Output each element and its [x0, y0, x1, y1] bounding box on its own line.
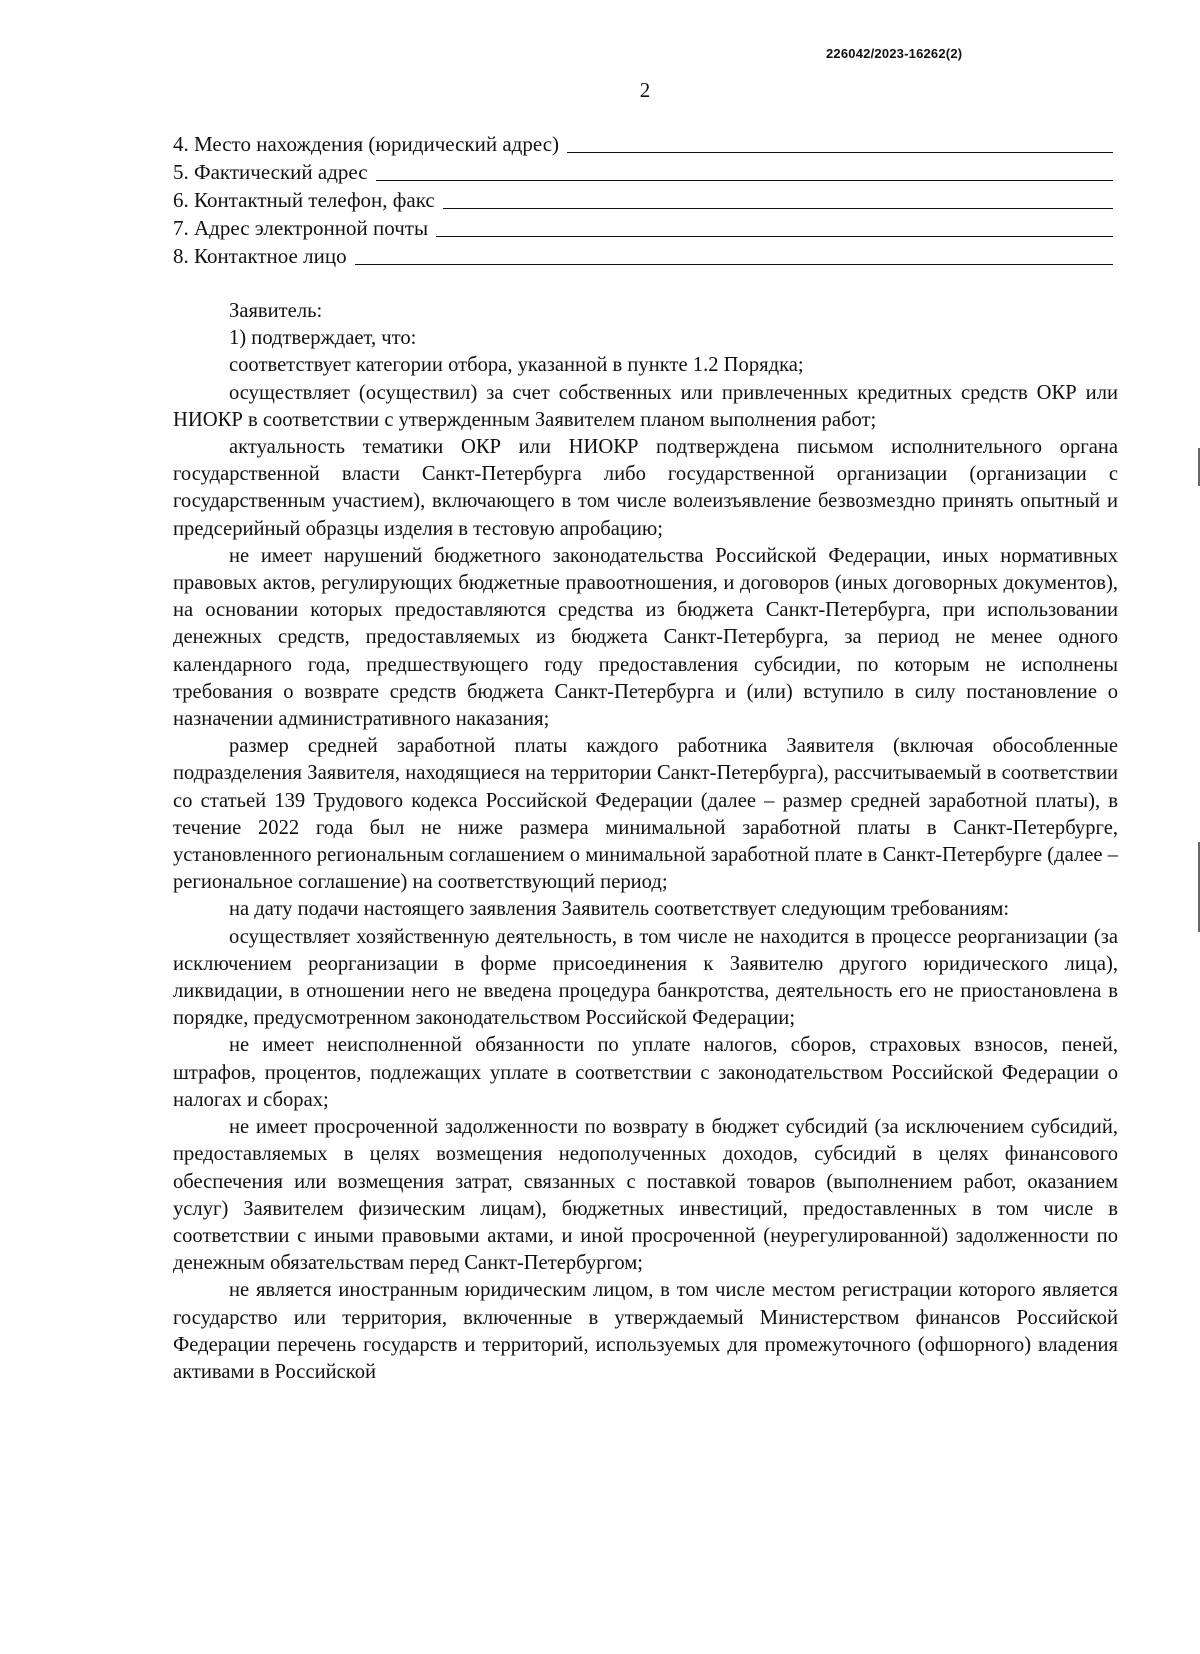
blank-line — [376, 180, 1113, 181]
field-contact-person — [173, 242, 1113, 270]
field-legal-address — [173, 130, 1113, 158]
paragraph: актуальность тематики ОКР или НИОКР подтверждена письмом исполнительного органа государственной власти Санкт-Петербурга либо государственной организации (организации с государственным участием), включающего в том числе волеизъявление безвозмездно принять опытный и предсерийный образцы изделия в тестовую апробацию; — [173, 436, 1118, 540]
field-phone-fax — [173, 186, 1113, 214]
field-actual-address — [173, 158, 1113, 186]
field-label: 8. Контактное лицо — [173, 244, 347, 268]
applicant-info-fields — [173, 130, 1113, 270]
paragraph: на дату подачи настоящего заявления Заявитель соответствует следующим требованиям: — [229, 898, 1010, 921]
paragraph: не является иностранным юридическим лицом, в том числе местом регистрации которого является государство или территория, включенные в утверждаемый Министерством финансов Российской Федерации перечень государств и территорий, используемых для промежуточного (офшорного) владения активами в Российской — [173, 1279, 1118, 1383]
blank-line — [355, 264, 1113, 265]
blank-line — [443, 208, 1113, 209]
field-label: 6. Контактный телефон, факс — [173, 188, 435, 212]
blank-line — [436, 236, 1113, 237]
paragraph-applicant-heading: Заявитель: — [229, 300, 323, 322]
paragraph-confirms: 1) подтверждает, что: — [229, 327, 417, 350]
document-registration-number: 226042/2023-16262(2) — [826, 46, 963, 61]
field-email — [173, 214, 1113, 242]
document-body — [173, 298, 1118, 1386]
blank-line — [567, 152, 1113, 153]
field-label: 7. Адрес электронной почты — [173, 216, 429, 240]
paragraph: не имеет просроченной задолженности по возврату в бюджет субсидий (за исключением субсидий, предоставляемых в целях возмещения недополученных доходов, субсидий в целях финансового обеспечения или возмещения затрат, связанных с поставкой товаров (выполнением работ, оказанием услуг) Заявителем физическим лицам), бюджетных инвестиций, предоставленных в том числе в соответствии с иными правовыми актами, и иной просроченной (неурегулированной) задолженности по денежным обязательствам перед Санкт-Петербургом; — [173, 1116, 1118, 1275]
paragraph: осуществляет (осуществил) за счет собственных или привлеченных кредитных средств ОКР или НИОКР в соответствии с утвержденным Заявителем планом выполнения работ; — [173, 381, 1118, 431]
paragraph: не имеет неисполненной обязанности по уплате налогов, сборов, страховых взносов, пеней, штрафов, процентов, подлежащих уплате в соответствии с законодательством Российской Федерации о налогах и сборах; — [173, 1034, 1118, 1111]
field-label: 4. Место нахождения (юридический адрес) — [173, 132, 560, 156]
paragraph: не имеет нарушений бюджетного законодательства Российской Федерации, иных нормативных правовых актов, регулирующих бюджетные правоотношения, и договоров (иных договорных документов), на основании которых предоставляются средства из бюджета Санкт-Петербурга, при использовании денежных средств, предоставляемых из бюджета Санкт-Петербурга, за период не менее одного календарного года, предшествующего году предоставления субсидии, по которым не исполнены требования о возврате средств бюджета Санкт-Петербурга и (или) вступило в силу постановление о назначении административного наказания; — [173, 544, 1118, 731]
paragraph: осуществляет хозяйственную деятельность, в том числе не находится в процессе реорганизации (за исключением реорганизации в форме присоединения к Заявителю другого юридического лица), ликвидации, в отношении него не введена процедура банкротства, деятельность его не приостановлена в порядке, предусмотренном законодательством Российской Федерации; — [173, 925, 1118, 1030]
paragraph: размер средней заработной платы каждого работника Заявителя (включая обособленные подразделения Заявителя, находящиеся на территории Санкт-Петербурга), рассчитываемый в соответствии со статьей 139 Трудового кодекса Российской Федерации (далее – размер средней заработной платы), в течение 2022 года был не ниже размера минимальной заработной платы в Санкт-Петербурге, установленного региональным соглашением о минимальной заработной плате в Санкт-Петербурге (далее – региональное соглашение) на соответствующий период; — [173, 735, 1118, 894]
paragraph: соответствует категории отбора, указанной в пункте 1.2 Порядка; — [229, 354, 804, 377]
page-number: 2 — [639, 78, 651, 102]
field-label: 5. Фактический адрес — [173, 160, 368, 184]
